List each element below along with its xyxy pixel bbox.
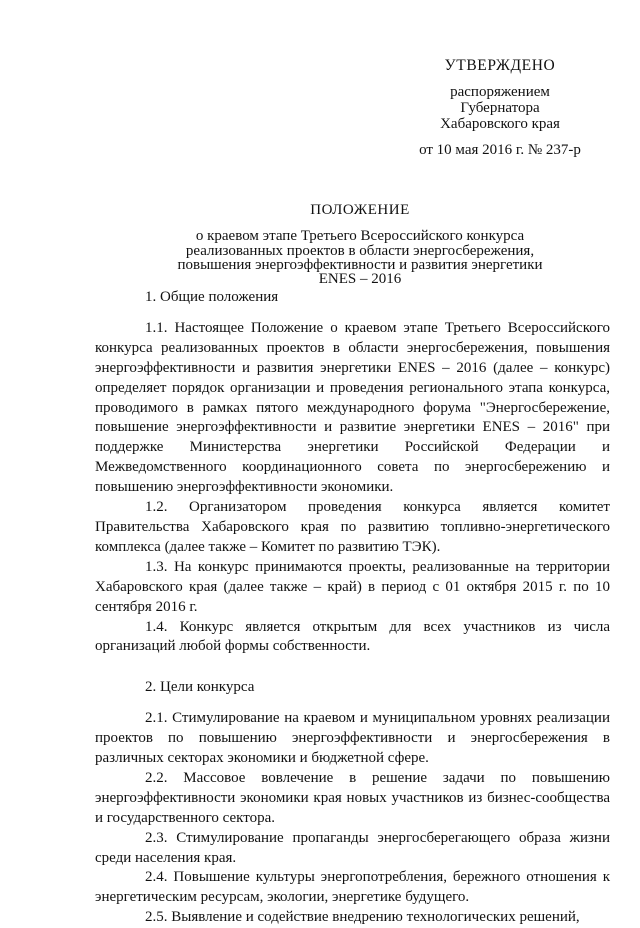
paragraph: 1.1. Настоящее Положение о краевом этапе Третьего Всероссийского конкурса реализованных проектов в области энергосбережения, повышения энергоэффективности и развития энергетики ENES – 2016 (далее – конкурс) определяет порядок организации и проведения регионального этапа конкурса, проводимого в рамках пятого международного форума "Энергосбережение, повышение энергоэффективности и развитие энергетики ENES – 2016" при поддержке Министерства энергетики Российской Федерации и Межведомственного координационного совета по энергосбережению и повышению энергоэффективности экономики. <box>95 319 610 496</box>
paragraph: 1.4. Конкурс является открытым для всех участников из числа организаций любой формы собственности. <box>95 618 610 655</box>
section-goals <box>95 678 610 928</box>
approval-line: распоряжением <box>450 84 550 100</box>
section-heading: 2. Цели конкурса <box>145 679 255 696</box>
approval-order-number: от 10 мая 2016 г. № 237-р <box>419 142 581 158</box>
paragraph: 2.5. Выявление и содействие внедрению технологических решений, <box>145 909 580 926</box>
paragraph: 2.1. Стимулирование на краевом и муниципальном уровнях реализации проектов по повышению энергоэффективности и энергосбережения в различных секторах экономики и бюджетной сфере. <box>95 710 610 767</box>
document-title-block <box>120 203 600 286</box>
document-subtitle-line: реализованных проектов в области энергосбережения, <box>185 242 535 259</box>
document-subtitle-line: ENES – 2016 <box>318 271 402 288</box>
approval-line: Хабаровского края <box>440 116 560 132</box>
approval-stamp <box>400 58 600 158</box>
paragraph: 1.2. Организатором проведения конкурса является комитет Правительства Хабаровского края по развитию топливно-энергетического комплекса (далее также – Комитет по развитию ТЭК). <box>95 499 610 555</box>
paragraph: 2.4. Повышение культуры энергопотребления, бережного отношения к энергетическим ресурсам, экологии, энергетике будущего. <box>95 869 610 906</box>
document-body <box>95 288 610 928</box>
approval-line: Губернатора <box>460 100 540 116</box>
approval-heading: УТВЕРЖДЕНО <box>444 57 556 74</box>
section-general <box>95 288 610 657</box>
document-subtitle-line: о краевом этапе Третьего Всероссийского конкурса <box>195 228 525 245</box>
document-title: ПОЛОЖЕНИЕ <box>310 202 410 218</box>
paragraph: 2.2. Массовое вовлечение в решение задачи по повышению энергоэффективности экономики края новых участников из бизнес-сообщества и государственного сектора. <box>95 769 610 826</box>
document-subtitle-line: повышения энергоэффективности и развития энергетики <box>177 256 543 273</box>
paragraph: 2.3. Стимулирование пропаганды энергосберегающего образа жизни среди населения края. <box>95 829 610 866</box>
section-heading: 1. Общие положения <box>145 289 279 305</box>
paragraph: 1.3. На конкурс принимаются проекты, реализованные на территории Хабаровского края (далее также – край) в период с 01 октября 2015 г. по 10 сентября 2016 г. <box>95 558 610 615</box>
